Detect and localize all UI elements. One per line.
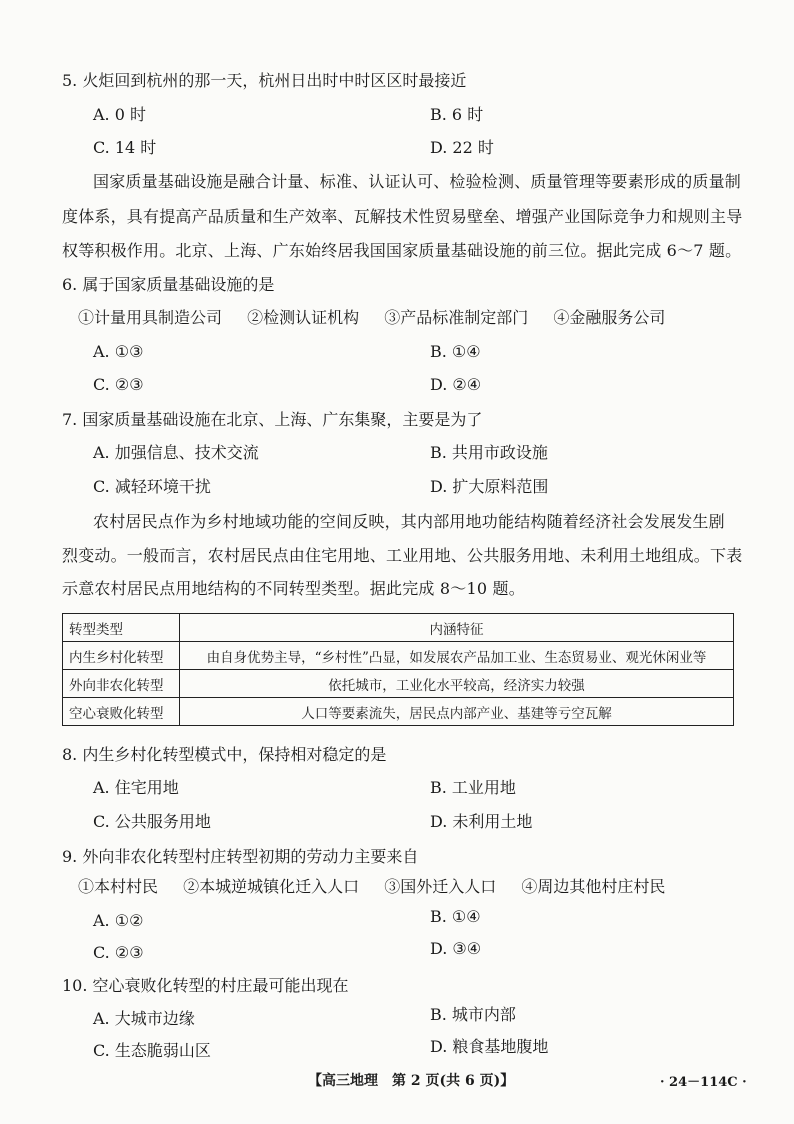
choice-3: ③国外迁入人口: [384, 877, 497, 896]
question-7-option-c: C. 减轻环境干扰: [93, 477, 211, 496]
choice-4: ④周边其他村庄村民: [521, 877, 666, 896]
question-7-option-d: D. 扩大原料范围: [430, 477, 549, 496]
question-8-option-d: D. 未利用土地: [430, 812, 533, 831]
page-footer: 【高三地理 第 2 页(共 6 页)】: [308, 1073, 515, 1089]
question-5-stem: 5. 火炬回到杭州的那一天，杭州日出时中时区区时最接近: [62, 71, 467, 90]
question-10-option-d: D. 粮食基地腹地: [430, 1037, 549, 1056]
question-9-stem: 9. 外向非农化转型村庄转型初期的劳动力主要来自: [62, 847, 419, 866]
question-8-stem: 8. 内生乡村化转型模式中，保持相对稳定的是: [62, 745, 387, 764]
question-9-option-c: C. ②③: [93, 943, 144, 962]
table-row: [63, 642, 734, 670]
question-10-option-c: C. 生态脆弱山区: [93, 1041, 211, 1060]
question-7-option-b: B. 共用市政设施: [430, 443, 548, 462]
choice-1: ①计量用具制造公司: [78, 308, 223, 327]
question-9-choices: [78, 876, 679, 898]
table-header-type: 转型类型: [63, 614, 180, 642]
question-8-option-a: A. 住宅用地: [93, 778, 179, 797]
question-5-option-d: D. 22 时: [430, 138, 494, 157]
question-7-stem: 7. 国家质量基础设施在北京、上海、广东集聚，主要是为了: [62, 410, 483, 429]
question-6-option-c: C. ②③: [93, 375, 144, 394]
passage-1-line-1: 国家质量基础设施是融合计量、标准、认证认可、检验检测、质量管理等要素形成的质量制: [93, 172, 742, 191]
passage-2-line-1: 农村居民点作为乡村地域功能的空间反映，其内部用地功能结构随着经济社会发展发生剧: [93, 512, 725, 531]
table-cell-type: 外向非农化转型: [63, 670, 180, 698]
choice-2: ②检测认证机构: [247, 308, 360, 327]
table-header-feature: 内涵特征: [180, 614, 734, 642]
question-5-option-c: C. 14 时: [93, 138, 157, 157]
table-header-row: [63, 614, 734, 642]
transformation-type-table: [62, 613, 734, 726]
passage-1-line-2: 度体系，具有提高产品质量和生产效率、瓦解技术性贸易壁垒、增强产业国际竞争力和规则主导: [62, 207, 743, 226]
question-8-option-b: B. 工业用地: [430, 778, 516, 797]
passage-2-line-2: 烈变动。一般而言，农村居民点由住宅用地、工业用地、公共服务用地、未利用土地组成。下表: [62, 546, 743, 565]
question-7-option-a: A. 加强信息、技术交流: [93, 443, 259, 462]
passage-1-line-3: 权等积极作用。北京、上海、广东始终居我国国家质量基础设施的前三位。据此完成 6～7 题。: [62, 241, 742, 260]
question-6-stem: 6. 属于国家质量基础设施的是: [62, 275, 275, 294]
question-9-option-a: A. ①②: [93, 911, 144, 930]
table-row: [63, 670, 734, 698]
question-9-option-d: D. ③④: [430, 939, 482, 958]
table-cell-feature: 人口等要素流失，居民点内部产业、基建等亏空瓦解: [180, 698, 734, 726]
question-5-option-b: B. 6 时: [430, 105, 484, 124]
choice-2: ②本城逆城镇化迁入人口: [183, 877, 360, 896]
question-10-option-b: B. 城市内部: [430, 1005, 516, 1024]
choice-4: ④金融服务公司: [553, 308, 666, 327]
table-cell-type: 空心衰败化转型: [63, 698, 180, 726]
choice-3: ③产品标准制定部门: [384, 308, 529, 327]
exam-code: · 24－114C ·: [660, 1075, 747, 1090]
question-8-option-c: C. 公共服务用地: [93, 812, 211, 831]
passage-2-line-3: 示意农村居民点用地结构的不同转型类型。据此完成 8～10 题。: [62, 579, 525, 598]
question-10-option-a: A. 大城市边缘: [93, 1009, 195, 1028]
question-6-option-b: B. ①④: [430, 342, 481, 361]
question-6-option-a: A. ①③: [93, 342, 144, 361]
question-9-option-b: B. ①④: [430, 907, 481, 926]
choice-1: ①本村村民: [78, 877, 159, 896]
question-10-stem: 10. 空心衰败化转型的村庄最可能出现在: [62, 976, 349, 995]
table-cell-feature: 由自身优势主导，“乡村性”凸显，如发展农产品加工业、生态贸易业、观光休闲业等: [180, 642, 734, 670]
question-6-choices: [78, 307, 679, 329]
table-row: [63, 698, 734, 726]
table-cell-type: 内生乡村化转型: [63, 642, 180, 670]
question-5-option-a: A. 0 时: [93, 105, 146, 124]
question-6-option-d: D. ②④: [430, 375, 482, 394]
table-cell-feature: 依托城市，工业化水平较高，经济实力较强: [180, 670, 734, 698]
